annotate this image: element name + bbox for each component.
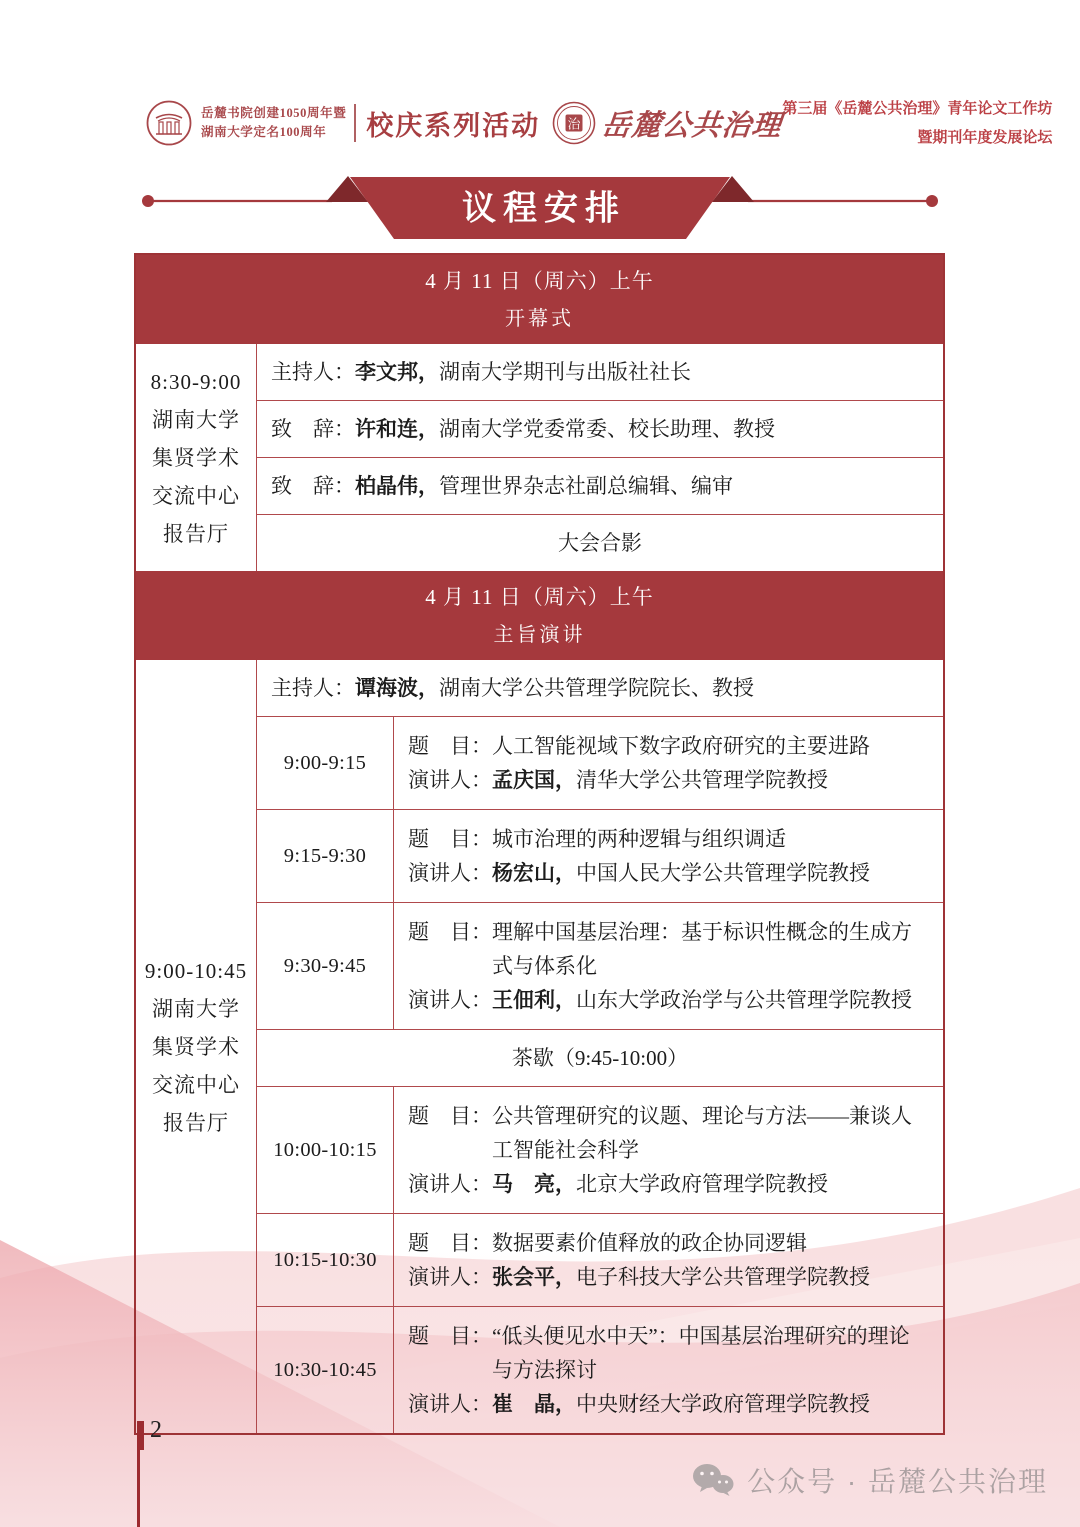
person-desc: 湖南大学党委常委、校长助理、教授 — [439, 417, 775, 441]
title-label: 题 目： — [408, 920, 492, 944]
speaker-affiliation: 清华大学公共管理学院教授 — [576, 768, 828, 792]
talk-title: 公共管理研究的议题、理论与方法——兼谈人工智能社会科学 — [492, 1104, 912, 1162]
venue-line: 交流中心 — [152, 1072, 240, 1097]
talk-speaker-line — [408, 983, 929, 1017]
venue-cell — [136, 344, 257, 571]
talk-title-line — [408, 1099, 929, 1167]
talk-title: 理解中国基层治理：基于标识性概念的生成方式与体系化 — [492, 920, 912, 978]
person-desc: 管理世界杂志社副总编辑、编审 — [439, 474, 733, 498]
event-title-line-1: 第三届《岳麓公共治理》青年论文工作坊 — [782, 100, 1053, 117]
journal-seal-glyph: 治 — [567, 116, 581, 132]
venue-line: 报告厅 — [163, 1110, 229, 1135]
venue-line: 集贤学术 — [152, 1034, 240, 1059]
speaker-affiliation: 山东大学政治学与公共管理学院教授 — [576, 988, 912, 1012]
session-band — [136, 255, 943, 344]
page-title: 议程安排 — [462, 190, 626, 228]
event-title-line-2: 暨期刊年度发展论坛 — [917, 129, 1053, 147]
speaker-affiliation: 电子科技大学公共管理学院教授 — [576, 1265, 870, 1289]
agenda-row — [257, 400, 943, 457]
speaker-affiliation: 北京大学政府管理学院教授 — [576, 1172, 828, 1196]
talk-time: 9:00-9:15 — [257, 717, 394, 809]
talk-speaker-line — [408, 763, 929, 797]
group-photo-row — [257, 514, 943, 571]
speaker-label: 演讲人： — [408, 988, 492, 1012]
talk-speaker-line — [408, 1167, 929, 1201]
speaker-name: 孟庆国， — [492, 768, 576, 792]
talk-time: 9:15-9:30 — [257, 810, 394, 902]
person-desc: 湖南大学公共管理学院院长、教授 — [439, 676, 754, 700]
session-band — [136, 571, 943, 660]
row-label: 致 辞： — [271, 417, 355, 441]
talk-speaker-line — [408, 856, 929, 890]
talk-time: 10:00-10:15 — [257, 1087, 394, 1213]
speaker-label: 演讲人： — [408, 1172, 492, 1196]
title-label: 题 目： — [408, 734, 492, 758]
brand-left — [146, 100, 782, 146]
group-photo-label: 大会合影 — [558, 531, 642, 555]
agenda-table — [134, 253, 945, 1435]
talk-row — [257, 1213, 943, 1306]
talk-time: 10:15-10:30 — [257, 1214, 394, 1306]
title-label: 题 目： — [408, 1324, 492, 1348]
session-keynote — [136, 571, 943, 1433]
speaker-label: 演讲人： — [408, 1392, 492, 1416]
venue-line: 报告厅 — [163, 521, 229, 546]
speaker-name: 马 亮， — [492, 1172, 576, 1196]
talk-title-line — [408, 1226, 929, 1260]
anniversary-line-1: 岳麓书院创建1050周年暨 — [201, 105, 347, 120]
row-label: 致 辞： — [271, 474, 355, 498]
talk-time: 9:30-9:45 — [257, 903, 394, 1029]
speaker-label: 演讲人： — [408, 768, 492, 792]
yuelu-academy-seal-icon — [146, 100, 192, 146]
talk-row — [257, 1086, 943, 1213]
watermark — [692, 1460, 1048, 1500]
host-row — [257, 660, 943, 716]
journal-seal-icon — [552, 101, 596, 145]
speaker-label: 演讲人： — [408, 861, 492, 885]
person-desc: 湖南大学期刊与出版社社长 — [439, 360, 691, 384]
agenda-row — [257, 344, 943, 400]
talk-title: 人工智能视域下数字政府研究的主要进路 — [492, 734, 870, 758]
page-margin-mark — [137, 1421, 147, 1527]
agenda-banner — [0, 168, 1080, 250]
title-label: 题 目： — [408, 1104, 492, 1128]
speaker-name: 杨宏山， — [492, 861, 576, 885]
session-opening — [136, 255, 943, 571]
session-name: 主旨演讲 — [493, 624, 586, 646]
page-number: 2 — [150, 1417, 162, 1443]
title-label: 题 目： — [408, 1231, 492, 1255]
anniversary-text — [201, 104, 346, 143]
watermark-text: 公众号 · 岳麓公共治理 — [747, 1466, 1048, 1497]
speaker-affiliation: 中国人民大学公共管理学院教授 — [576, 861, 870, 885]
talk-title-line — [408, 822, 929, 856]
brand-script: 岳麓公共治理 — [600, 109, 784, 142]
tea-break-row — [257, 1029, 943, 1086]
talk-title: 数据要素价值释放的政企协同逻辑 — [492, 1231, 807, 1255]
event-title — [782, 94, 1052, 153]
row-label: 主持人： — [271, 676, 355, 700]
talk-title-line — [408, 915, 929, 983]
session-datetime: 4 月 11 日（周六）上午 — [425, 269, 654, 293]
venue-line: 交流中心 — [152, 483, 240, 508]
speaker-affiliation: 中央财经大学政府管理学院教授 — [576, 1392, 870, 1416]
title-label: 题 目： — [408, 827, 492, 851]
person-name: 谭海波， — [355, 676, 439, 700]
speaker-name: 王佃利， — [492, 988, 576, 1012]
talk-title: 城市治理的两种逻辑与组织调适 — [492, 827, 786, 851]
page-mark-bar — [137, 1421, 144, 1450]
talk-speaker-line — [408, 1260, 929, 1294]
person-name: 柏晶伟， — [355, 474, 439, 498]
venue-cell — [136, 660, 257, 1433]
speaker-label: 演讲人： — [408, 1265, 492, 1289]
masthead — [146, 94, 1053, 153]
talk-row — [257, 809, 943, 902]
session-name: 开幕式 — [505, 308, 574, 330]
venue-line: 9:00-10:45 — [144, 958, 248, 983]
talk-speaker-line — [408, 1387, 929, 1421]
wechat-icon — [692, 1463, 734, 1497]
talk-title: “低头便见水中天”：中国基层治理研究的理论与方法探讨 — [492, 1324, 910, 1382]
masthead-divider — [354, 104, 356, 142]
talk-row — [257, 902, 943, 1029]
talk-title-line — [408, 1319, 929, 1387]
tea-break-label: 茶歇（9:45-10:00） — [511, 1046, 689, 1070]
person-name: 李文邦， — [355, 360, 439, 384]
speaker-name: 张会平， — [492, 1265, 576, 1289]
venue-line: 集贤学术 — [152, 445, 240, 470]
agenda-row — [257, 457, 943, 514]
talk-row — [257, 716, 943, 809]
talk-row — [257, 1306, 943, 1433]
speaker-name: 崔 晶， — [492, 1392, 576, 1416]
anniversary-line-2: 湖南大学定名100周年 — [201, 125, 327, 140]
person-name: 许和连， — [355, 417, 439, 441]
venue-line: 8:30-9:00 — [150, 369, 242, 394]
venue-line: 湖南大学 — [152, 407, 240, 432]
talk-time: 10:30-10:45 — [257, 1307, 394, 1433]
session-datetime: 4 月 11 日（周六）上午 — [425, 585, 654, 609]
row-label: 主持人： — [271, 360, 355, 384]
campaign-title: 校庆系列活动 — [366, 110, 541, 141]
talk-title-line — [408, 729, 929, 763]
venue-line: 湖南大学 — [152, 996, 240, 1021]
